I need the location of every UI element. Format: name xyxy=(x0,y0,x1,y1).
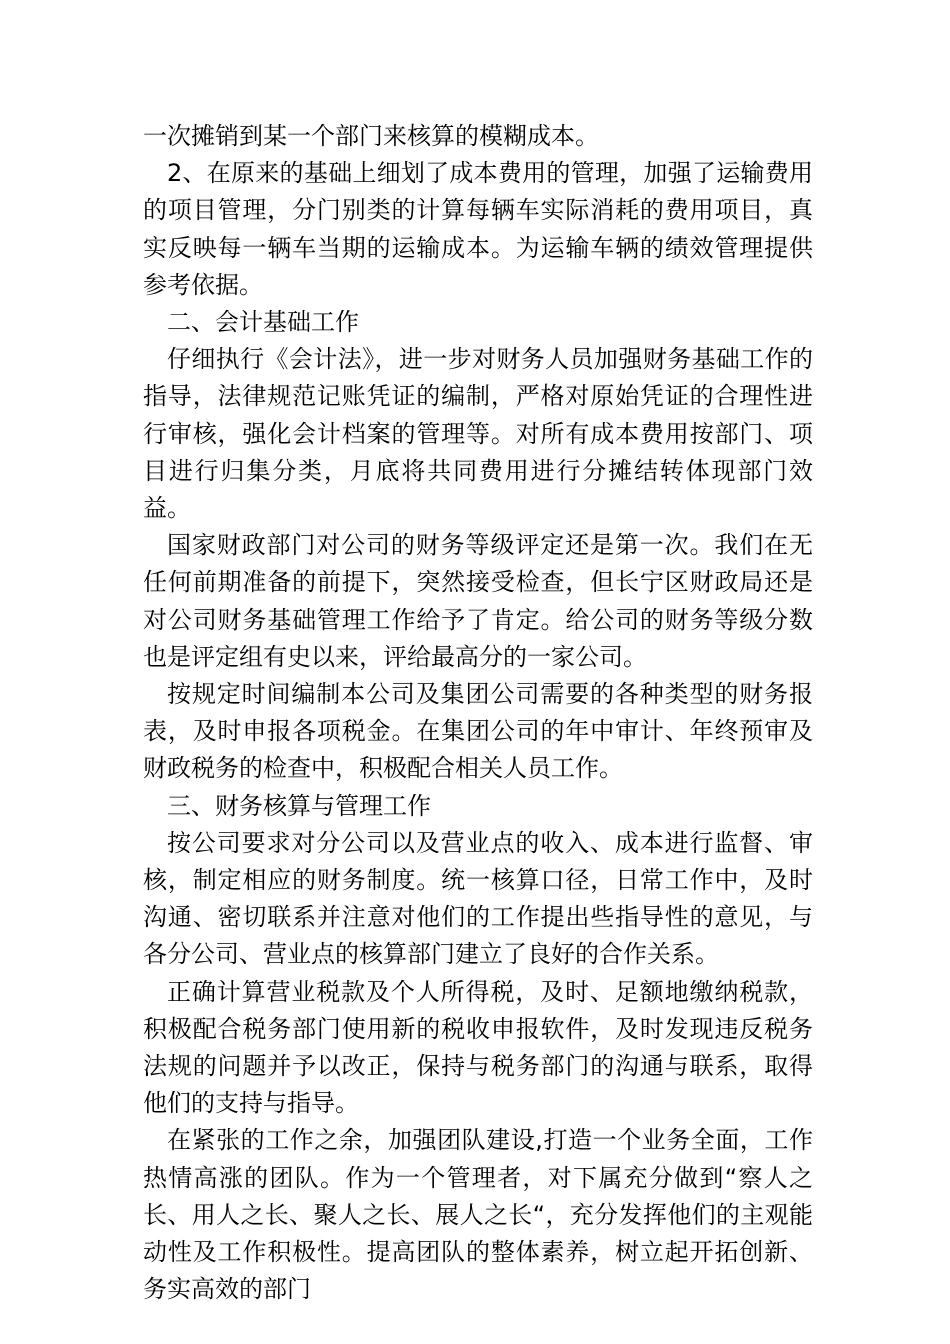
paragraph-team-building: 在紧张的工作之余，加强团队建设,打造一个业务全面，工作热情高涨的团队。作为一个管理者，对下属充分做到“察人之长、用人之长、聚人之长、展人之长“，充分发挥他们的主观能动性及工作积极性。提高团队的整体素养，树立起开拓创新、务实高效的部门 xyxy=(143,1126,813,1304)
paragraph-item-2: 2、在原来的基础上细划了成本费用的管理，加强了运输费用的项目管理，分门别类的计算每辆车实际消耗的费用项目，真实反映每一辆车当期的运输成本。为运输车辆的绩效管理提供参考依据。 xyxy=(143,159,813,299)
paragraph-continuation: 一次摊销到某一个部门来核算的模糊成本。 xyxy=(143,122,599,150)
paragraph-financial-reports: 按规定时间编制本公司及集团公司需要的各种类型的财务报表，及时申报各项税金。在集团公司的年中审计、年终预审及财政税务的检查中，积极配合相关人员工作。 xyxy=(143,680,813,783)
section-heading-accounting-management: 三、财务核算与管理工作 xyxy=(167,791,431,820)
document-body xyxy=(143,118,813,1309)
section-heading-accounting-basics: 二、会计基础工作 xyxy=(167,308,359,337)
paragraph-branch-supervision: 按公司要求对分公司以及营业点的收入、成本进行监督、审核，制定相应的财务制度。统一核算口径，日常工作中，及时沟通、密切联系并注意对他们的工作提出些指导性的意见，与各分公司、营业点的核算部门建立了良好的合作关系。 xyxy=(143,828,813,969)
paragraph-accounting-law: 仔细执行《会计法》，进一步对财务人员加强财务基础工作的指导，法律规范记账凭证的编制，严格对原始凭证的合理性进行审核，强化会计档案的管理等。对所有成本费用按部门、项目进行归集分类，月底将共同费用进行分摊结转体现部门效益。 xyxy=(143,345,813,523)
paragraph-tax-payment: 正确计算营业税款及个人所得税，及时、足额地缴纳税款，积极配合税务部门使用新的税收申报软件，及时发现违反税务法规的问题并予以改正，保持与税务部门的沟通与联系，取得他们的支持与指导。 xyxy=(143,977,813,1118)
paragraph-financial-rating: 国家财政部门对公司的财务等级评定还是第一次。我们在无任何前期准备的前提下，突然接受检查，但长宁区财政局还是对公司财务基础管理工作给予了肯定。给公司的财务等级分数也是评定组有史以来，评给最高分的一家公司。 xyxy=(143,531,813,671)
